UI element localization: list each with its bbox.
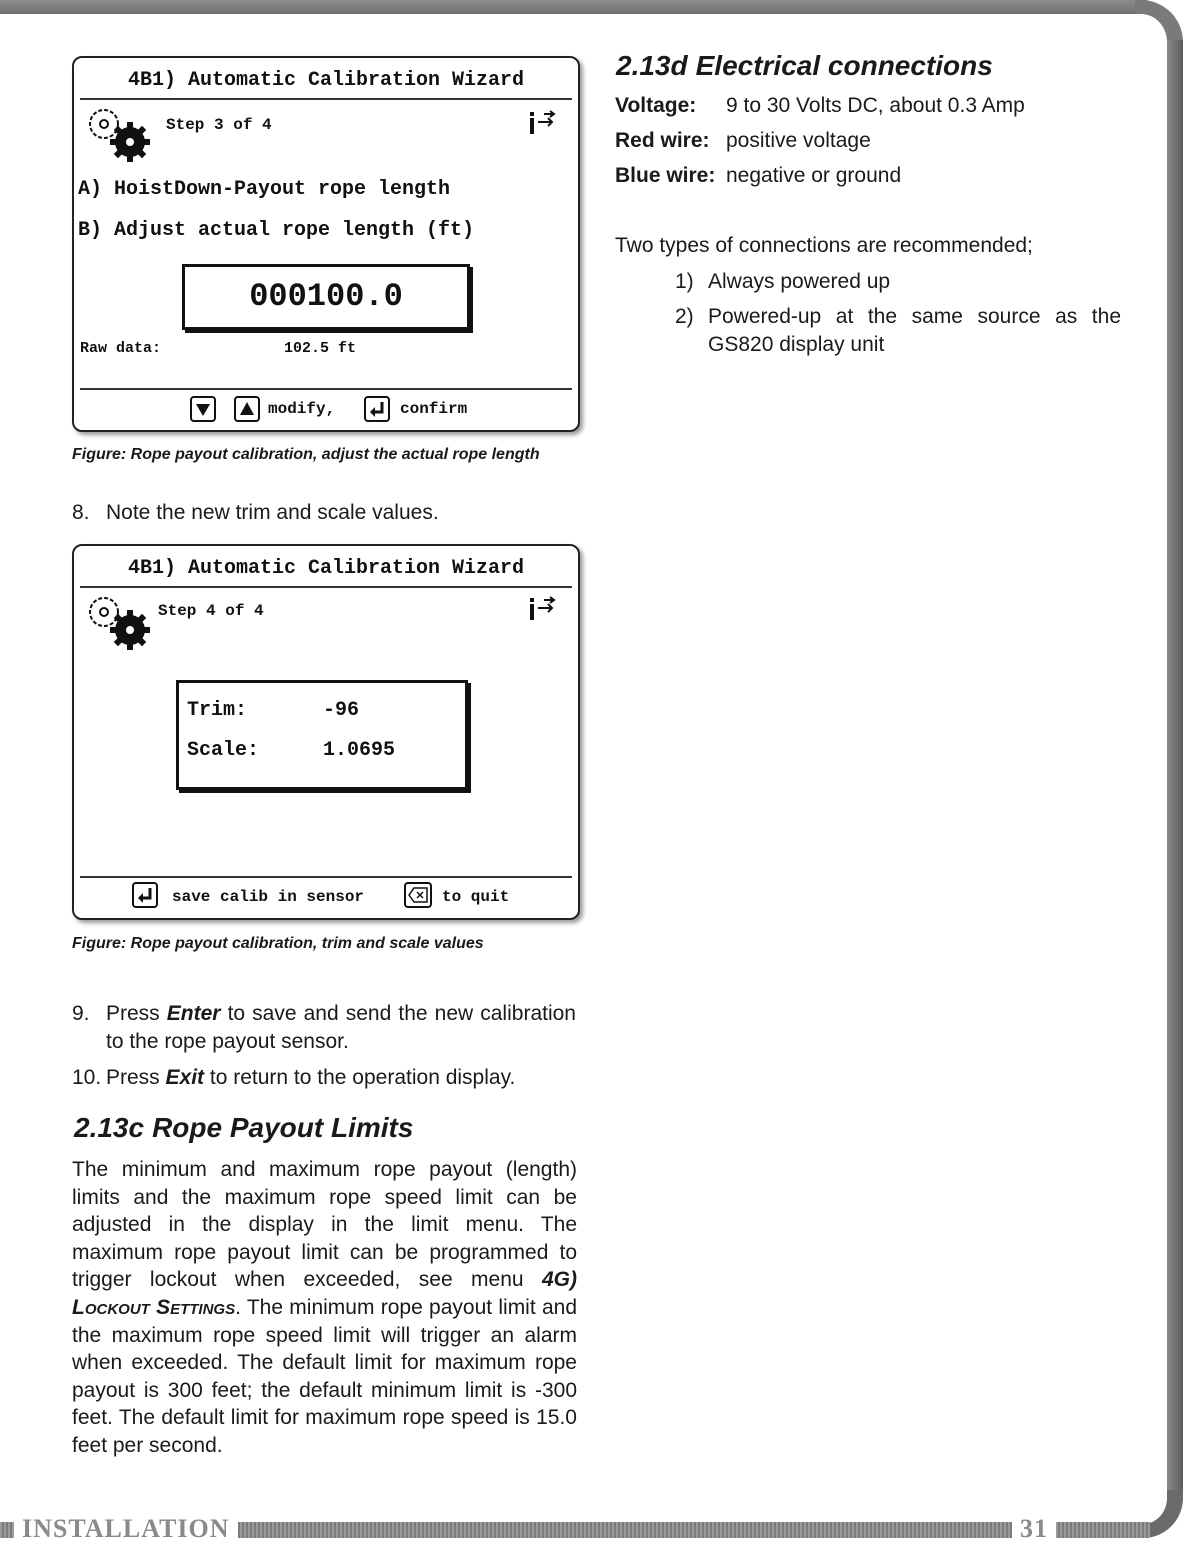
spec-key-voltage: Voltage: (615, 94, 697, 117)
rope-length-value-box[interactable] (182, 264, 470, 330)
instruction-line-a: A) HoistDown-Payout rope length (78, 178, 451, 201)
enter-key-icon[interactable] (364, 396, 390, 422)
step8-number: 8. (72, 501, 90, 524)
trim-scale-box (176, 680, 468, 790)
trim-label: Trim: (187, 699, 248, 722)
step9-number: 9. (72, 1002, 90, 1025)
step10-number: 10. (72, 1066, 102, 1089)
page-frame-right (1167, 40, 1183, 1500)
raw-data-value: 102.5 ft (284, 340, 357, 357)
para-part2: . The minimum rope payout limit and the maximum rope speed limit will trigger an alarm when exceeded. The default limit for maximum rope payout is 300 feet; the default minimum limit is -300 feet. The default limit for maximum rope speed is 15.0 feet per second. (72, 1295, 577, 1457)
save-calib-hint: save calib in sensor (172, 888, 365, 906)
backspace-key-icon[interactable] (404, 882, 432, 908)
connections-intro: Two types of connections are recommended; (615, 234, 1033, 257)
calibration-screen-step3 (72, 56, 580, 432)
heading-title: Electrical connections (695, 50, 993, 81)
screen-title: 4B1) Automatic Calibration Wizard (80, 58, 572, 100)
hoist-icon (524, 108, 558, 142)
option2-number: 2) (675, 305, 694, 328)
option1-number: 1) (675, 270, 694, 293)
spec-key-red-wire: Red wire: (615, 129, 710, 152)
section-2-13c-heading (74, 1112, 413, 1144)
step-indicator: Step 3 of 4 (166, 116, 272, 134)
gears-icon (80, 590, 156, 650)
scale-value: 1.0695 (323, 739, 396, 762)
step10-press: Press (106, 1066, 160, 1089)
trim-value: -96 (323, 699, 360, 722)
enter-key-icon[interactable] (132, 882, 158, 908)
spec-key-blue-wire: Blue wire: (615, 164, 716, 187)
step9-text (106, 1000, 576, 1055)
rope-length-value: 000100.0 (249, 278, 403, 315)
heading-title: Rope Payout Limits (152, 1112, 414, 1143)
para-part1: The minimum and maximum rope payout (length) limits and the maximum rope speed limit can be adjusted in the display in the limit menu. The maximum rope payout limit can be programmed to trigger lockout when exceeded, see menu (72, 1158, 577, 1292)
figure2-caption: Figure: Rope payout calibration, trim and scale values (72, 935, 484, 952)
menu-ref-number: 4G) (541, 1268, 577, 1292)
page-frame-top (0, 0, 1150, 14)
figure1-caption: Figure: Rope payout calibration, adjust the actual rope length (72, 446, 540, 463)
screen-title: 4B1) Automatic Calibration Wizard (80, 546, 572, 588)
screen-bottom-bar (80, 388, 572, 430)
confirm-hint: confirm (400, 400, 468, 418)
raw-data-label: Raw data: (80, 340, 162, 357)
hoist-icon (524, 594, 558, 628)
step9-press: Press (106, 1002, 160, 1025)
step10-rest: to return to the operation display. (209, 1066, 516, 1089)
heading-number: 2.13c (74, 1112, 145, 1143)
step9-rest: to save and send the new calibration to the rope payout sensor. (106, 1002, 576, 1053)
step9-key: Enter (166, 1002, 221, 1025)
spec-value-blue-wire: negative or ground (726, 164, 902, 187)
section-2-13c-paragraph (72, 1156, 577, 1460)
scale-label: Scale: (187, 739, 260, 762)
step8-text: Note the new trim and scale values. (106, 501, 439, 524)
section-label: INSTALLATION (14, 1514, 238, 1544)
screen-bottom-bar (80, 876, 572, 918)
instruction-line-b: B) Adjust actual rope length (ft) (78, 219, 475, 242)
spec-value-voltage: 9 to 30 Volts DC, about 0.3 Amp (726, 94, 1025, 117)
heading-number: 2.13d (616, 50, 688, 81)
down-arrow-key-icon[interactable] (190, 396, 216, 422)
menu-ref-name: Lockout Settings (72, 1295, 236, 1319)
step10-key: Exit (165, 1066, 205, 1089)
spec-value-red-wire: positive voltage (726, 129, 871, 152)
option1-text: Always powered up (708, 270, 891, 293)
section-2-13d-heading (616, 50, 993, 82)
up-arrow-key-icon[interactable] (234, 396, 260, 422)
page-number: 31 (1012, 1514, 1056, 1544)
gears-icon (80, 102, 156, 162)
modify-hint: modify, (268, 400, 336, 418)
step-indicator: Step 4 of 4 (158, 602, 264, 620)
step10-text (106, 1064, 515, 1092)
calibration-screen-step4 (72, 544, 580, 920)
quit-hint: to quit (442, 888, 510, 906)
option2-text: Powered-up at the same source as the GS820 display unit (708, 305, 1121, 356)
